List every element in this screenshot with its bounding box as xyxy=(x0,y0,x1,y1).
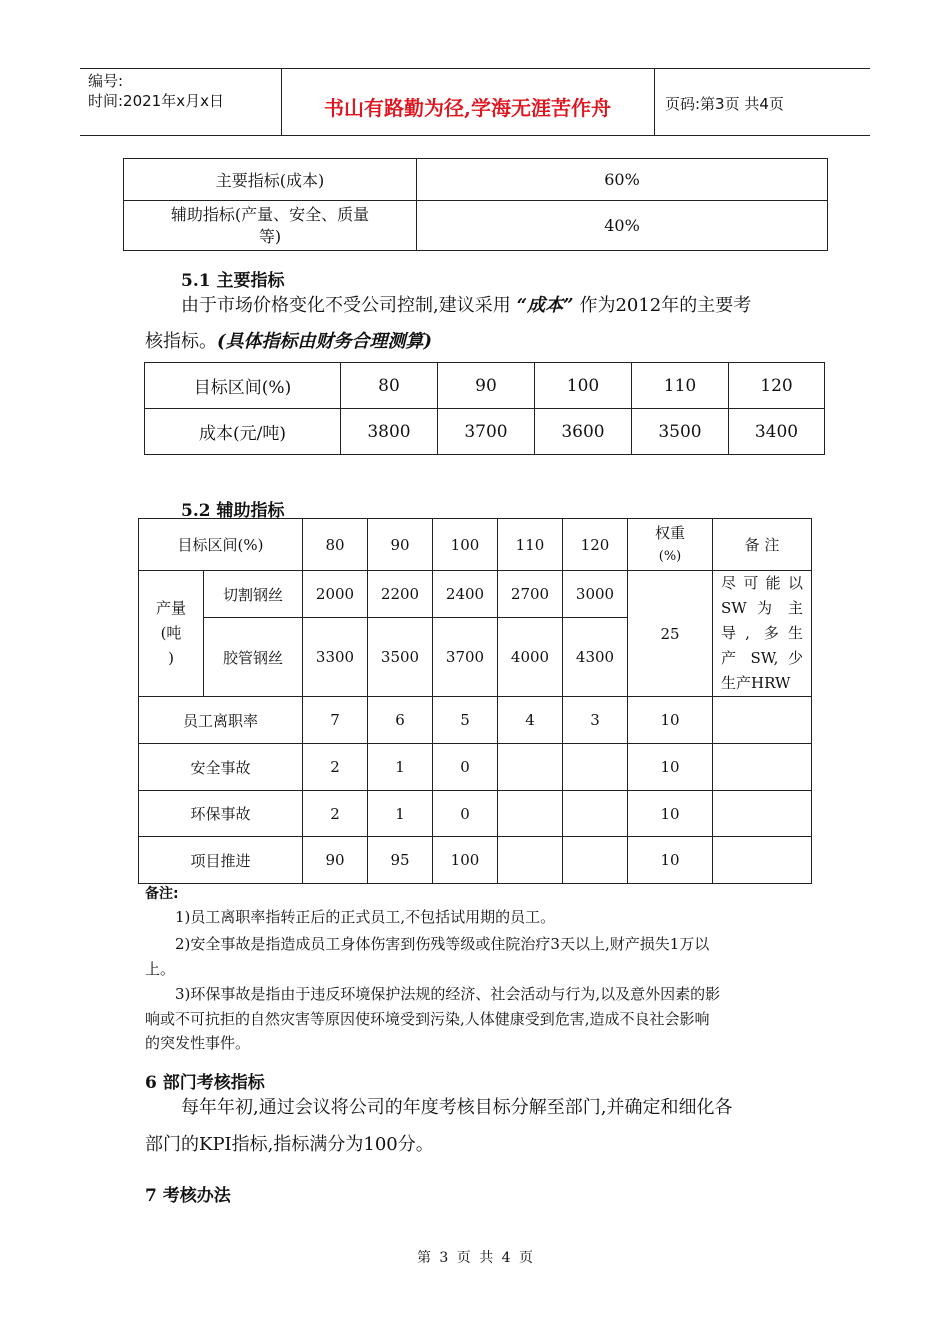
aux-value-cell xyxy=(563,791,628,837)
para-pre: 由于市场价格变化不受公司控制,建议采用 xyxy=(181,295,511,316)
remark-line: 生产HRW xyxy=(721,674,791,692)
section-5-2-heading: 5.2 辅助指标 xyxy=(181,501,285,521)
cost-level-cell: 110 xyxy=(632,363,729,409)
aux-weight-cell: 10 xyxy=(628,791,713,837)
cost-value-cell: 3700 xyxy=(438,409,535,455)
table-row xyxy=(139,791,812,837)
aux-level-header: 110 xyxy=(498,519,563,571)
aux-weight-header-line1: 权重 xyxy=(654,523,685,542)
cost-table xyxy=(144,362,825,455)
table-row xyxy=(139,697,812,744)
aux-output-group-line2: (吨 xyxy=(160,624,182,642)
cost-value-cell: 3800 xyxy=(341,409,438,455)
aux-value-cell: 2 xyxy=(303,744,368,791)
section-7-heading: 7 考核办法 xyxy=(145,1186,231,1206)
aux-indicator-table xyxy=(138,518,812,884)
cost-level-cell: 90 xyxy=(438,363,535,409)
section-6-heading: 6 部门考核指标 xyxy=(145,1073,265,1093)
weight-label-aux-line2: 等) xyxy=(258,226,282,246)
para-post: 作为2012年的主要考 xyxy=(579,295,752,316)
aux-value-cell: 4000 xyxy=(498,618,563,697)
remark-line: SW 为 主 xyxy=(721,599,803,617)
note-2-line2: 上。 xyxy=(145,960,176,978)
table-row xyxy=(139,571,812,618)
section-5-1-paragraph-line2 xyxy=(145,327,432,353)
aux-weight-header-line2: (%) xyxy=(658,548,682,564)
cost-level-cell: 80 xyxy=(341,363,438,409)
aux-level-header: 80 xyxy=(303,519,368,571)
aux-level-header: 90 xyxy=(368,519,433,571)
aux-row-label: 项目推进 xyxy=(139,837,303,884)
table-row xyxy=(124,159,828,201)
cost-value-cell: 3400 xyxy=(729,409,825,455)
aux-weight-cell: 10 xyxy=(628,697,713,744)
aux-value-cell: 6 xyxy=(368,697,433,744)
remark-line: 尽可能以 xyxy=(721,574,803,592)
aux-value-cell: 100 xyxy=(433,837,498,884)
aux-value-cell: 7 xyxy=(303,697,368,744)
aux-remark-cell xyxy=(713,744,812,791)
aux-value-cell xyxy=(498,837,563,884)
aux-value-cell: 1 xyxy=(368,791,433,837)
section-5-1-heading: 5.1 主要指标 xyxy=(181,271,285,291)
para-emph: “成本” xyxy=(516,295,574,316)
aux-value-cell: 1 xyxy=(368,744,433,791)
note-1: 1)员工离职率指转正后的正式员工,不包括试用期的员工。 xyxy=(175,908,556,926)
weight-label-main: 主要指标(成本) xyxy=(124,159,417,201)
cost-value-cell: 3600 xyxy=(535,409,632,455)
aux-value-cell: 4300 xyxy=(563,618,628,697)
aux-value-cell: 4 xyxy=(498,697,563,744)
weight-value-main: 60% xyxy=(417,159,828,201)
header-page-code: 页码:第3页 共4页 xyxy=(665,95,784,113)
aux-row-label: 胶管钢丝 xyxy=(204,618,303,697)
aux-value-cell: 2700 xyxy=(498,571,563,618)
header-code-label: 编号: xyxy=(88,72,124,90)
aux-remark-cell xyxy=(713,791,812,837)
cost-row-label: 成本(元/吨) xyxy=(145,409,341,455)
aux-value-cell: 3500 xyxy=(368,618,433,697)
aux-header-label: 目标区间(%) xyxy=(139,519,303,571)
aux-weight-cell: 10 xyxy=(628,744,713,791)
aux-output-weight: 25 xyxy=(628,571,713,697)
table-row xyxy=(139,519,812,571)
aux-value-cell: 2400 xyxy=(433,571,498,618)
weight-label-aux-line1: 辅助指标(产量、安全、质量 xyxy=(170,204,370,224)
remark-line: 导, 多生 xyxy=(721,624,803,642)
note-2-line1: 2)安全事故是指造成员工身体伤害到伤残等级或住院治疗3天以上,财产损失1万以 xyxy=(175,935,710,953)
aux-level-header: 120 xyxy=(563,519,628,571)
aux-value-cell: 2000 xyxy=(303,571,368,618)
aux-value-cell: 2 xyxy=(303,791,368,837)
note-3-line3: 的突发性事件。 xyxy=(145,1034,251,1052)
aux-value-cell: 5 xyxy=(433,697,498,744)
aux-remark-cell xyxy=(713,697,812,744)
aux-value-cell: 3 xyxy=(563,697,628,744)
para-line2: 核指标。 xyxy=(145,331,217,352)
aux-remark-header: 备 注 xyxy=(713,519,812,571)
cost-level-cell: 100 xyxy=(535,363,632,409)
table-row xyxy=(145,409,825,455)
aux-weight-cell: 10 xyxy=(628,837,713,884)
table-row xyxy=(139,744,812,791)
aux-value-cell: 3700 xyxy=(433,618,498,697)
aux-level-header: 100 xyxy=(433,519,498,571)
aux-value-cell xyxy=(498,791,563,837)
aux-value-cell xyxy=(563,744,628,791)
para-note: (具体指标由财务合理测算) xyxy=(217,331,433,352)
aux-output-group-line3: ) xyxy=(168,649,174,667)
aux-value-cell xyxy=(498,744,563,791)
aux-value-cell: 0 xyxy=(433,744,498,791)
header-motto: 书山有路勤为径,学海无涯苦作舟 xyxy=(324,96,611,120)
aux-row-label: 安全事故 xyxy=(139,744,303,791)
table-row xyxy=(139,837,812,884)
cost-header-label: 目标区间(%) xyxy=(145,363,341,409)
cost-value-cell: 3500 xyxy=(632,409,729,455)
table-row xyxy=(124,201,828,251)
aux-value-cell: 3300 xyxy=(303,618,368,697)
weight-table xyxy=(123,158,828,251)
page-footer: 第 3 页 共 4 页 xyxy=(416,1250,534,1266)
aux-weight-header xyxy=(628,519,713,571)
aux-row-label: 环保事故 xyxy=(139,791,303,837)
aux-row-label: 切割钢丝 xyxy=(204,571,303,618)
remark-line: 产 SW, 少 xyxy=(721,649,803,667)
aux-value-cell: 3000 xyxy=(563,571,628,618)
note-3-line2: 响或不可抗拒的自然灾害等原因使环境受到污染,人体健康受到危害,造成不良社会影响 xyxy=(145,1010,710,1028)
table-row xyxy=(145,363,825,409)
aux-value-cell: 0 xyxy=(433,791,498,837)
cost-level-cell: 120 xyxy=(729,363,825,409)
section-6-para-line2: 部门的KPI指标,指标满分为100分。 xyxy=(145,1134,434,1155)
aux-output-remark xyxy=(713,571,812,697)
weight-label-aux xyxy=(124,201,417,251)
aux-output-group xyxy=(139,571,204,697)
aux-value-cell: 95 xyxy=(368,837,433,884)
weight-value-aux: 40% xyxy=(417,201,828,251)
notes-title: 备注: xyxy=(145,886,179,902)
note-3-line1: 3)环保事故是指由于违反环境保护法规的经济、社会活动与行为,以及意外因素的影 xyxy=(175,985,721,1003)
aux-output-group-line1: 产量 xyxy=(155,599,186,617)
aux-remark-cell xyxy=(713,837,812,884)
section-5-1-paragraph-line1 xyxy=(181,291,751,317)
aux-value-cell xyxy=(563,837,628,884)
aux-value-cell: 90 xyxy=(303,837,368,884)
aux-value-cell: 2200 xyxy=(368,571,433,618)
section-6-para-line1: 每年年初,通过会议将公司的年度考核目标分解至部门,并确定和细化各 xyxy=(181,1097,733,1118)
header-time: 时间:2021年x月x日 xyxy=(88,92,224,110)
aux-row-label: 员工离职率 xyxy=(139,697,303,744)
